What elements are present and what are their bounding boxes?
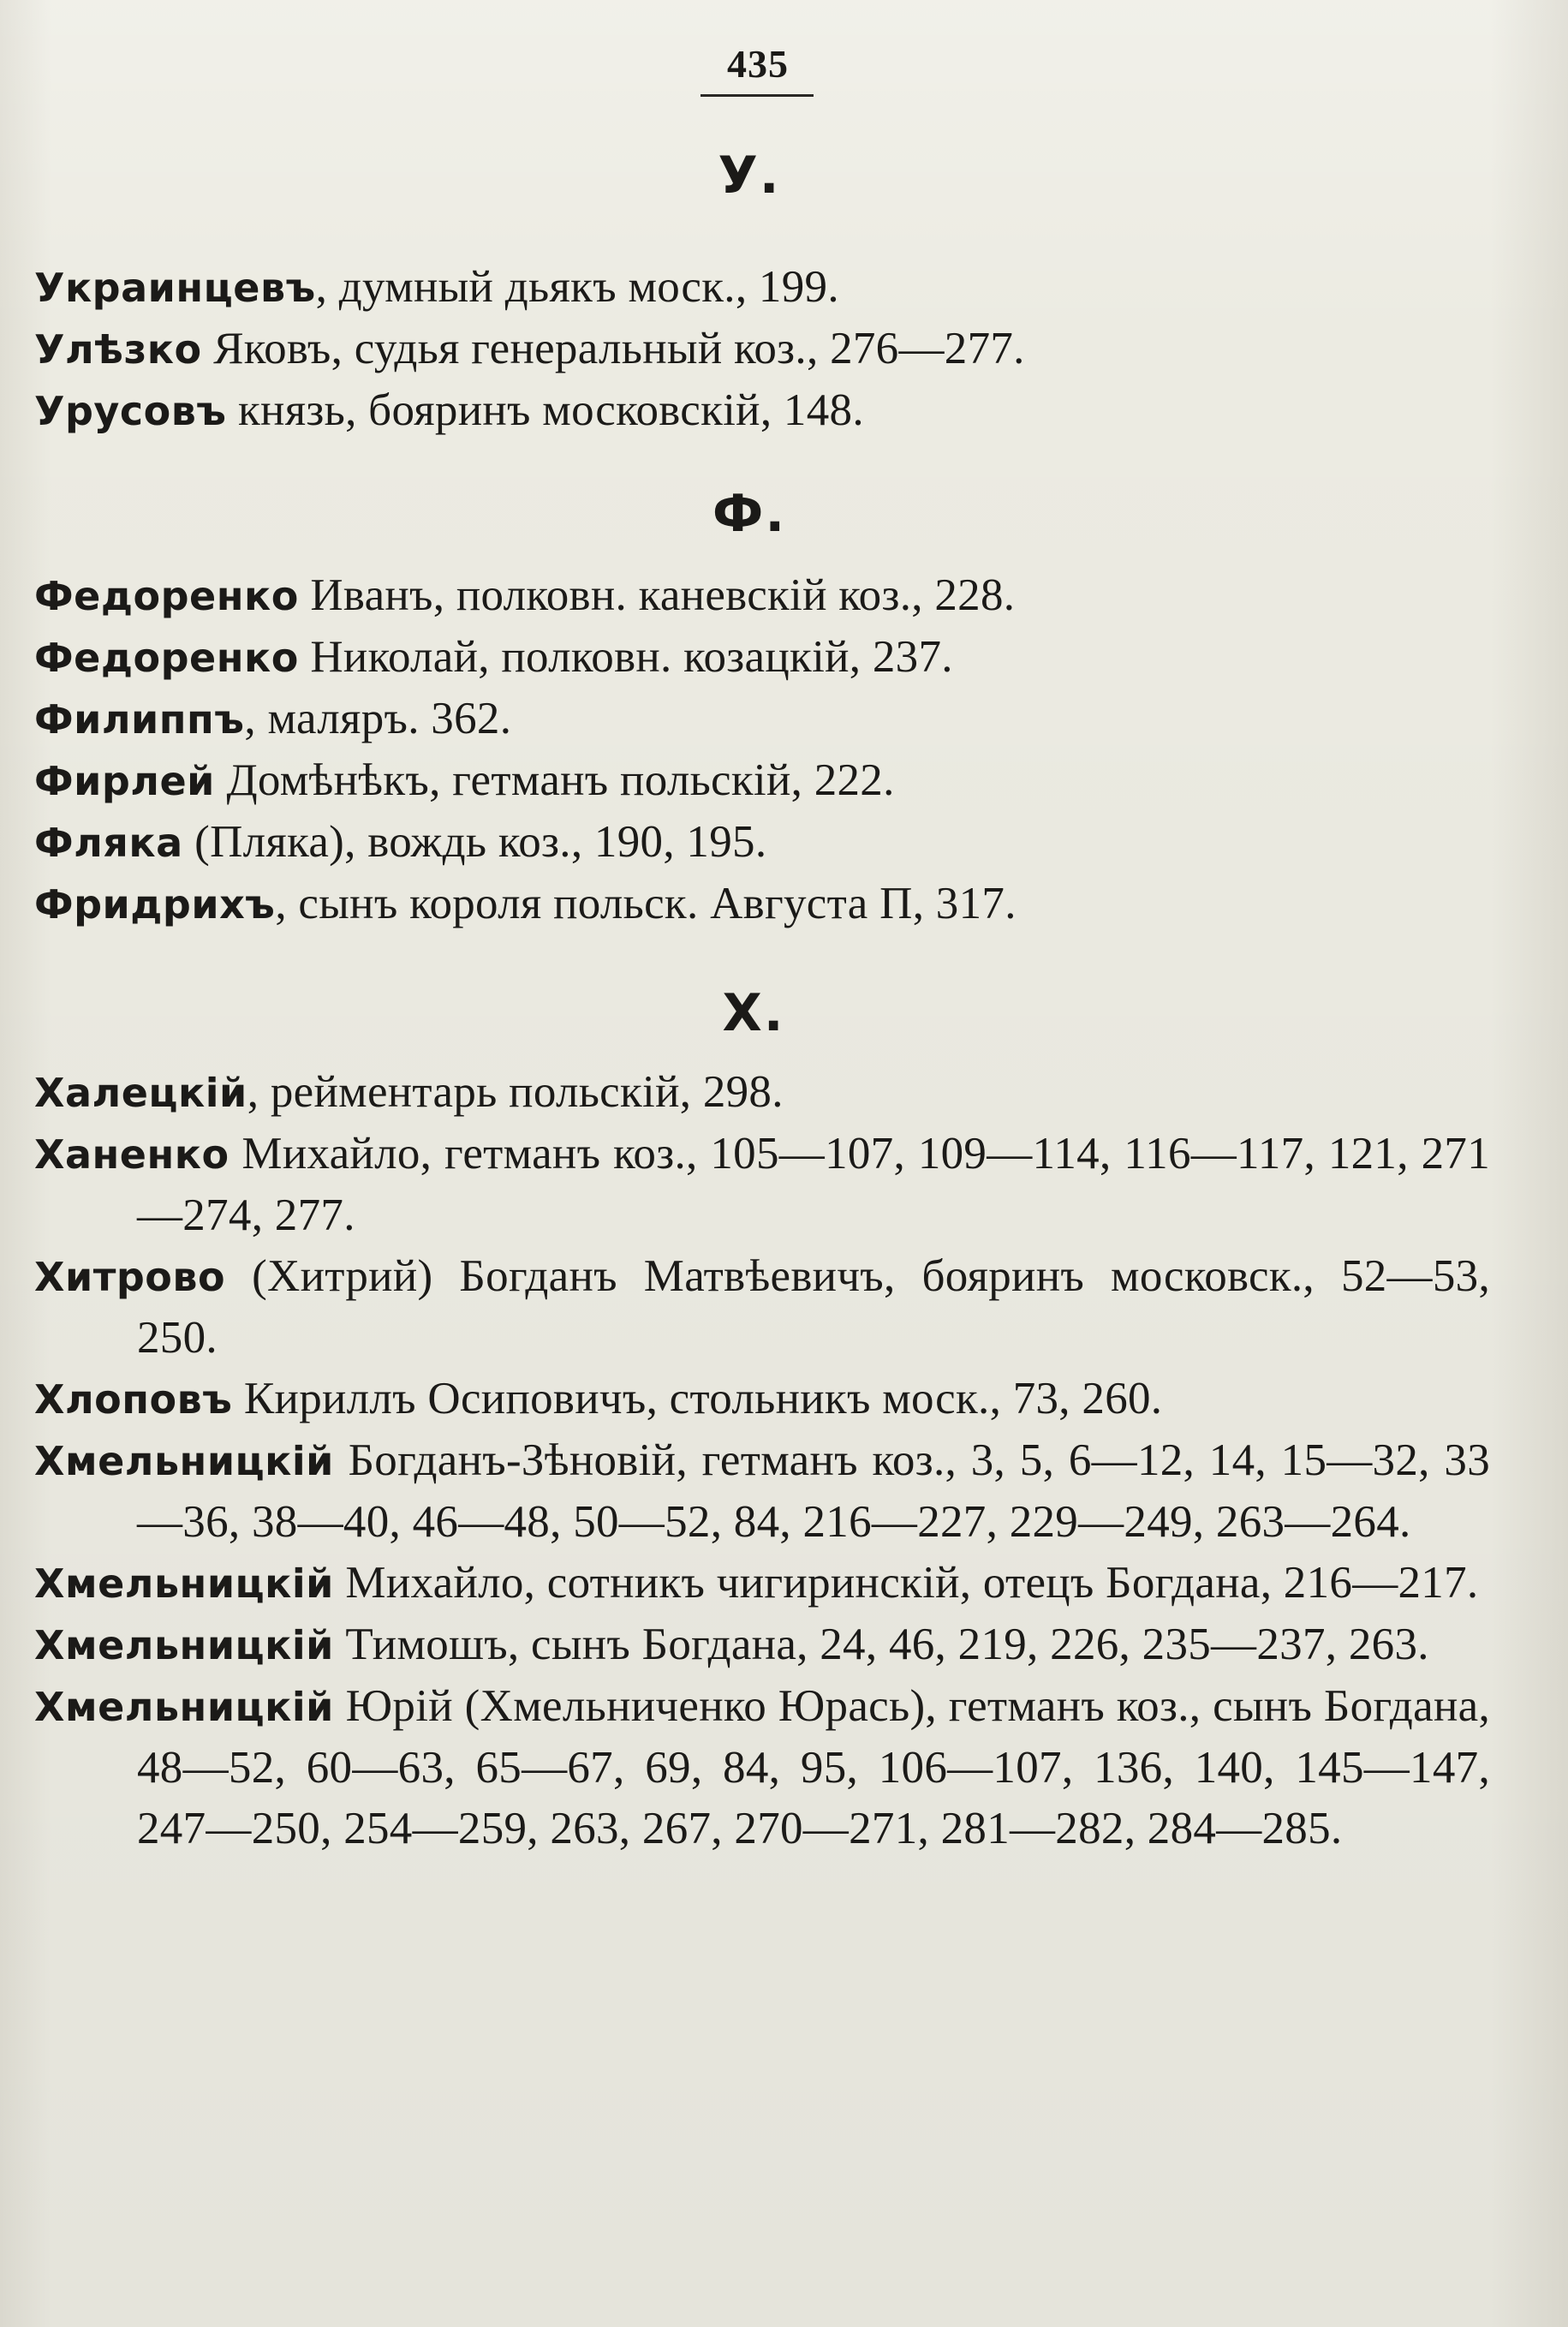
index-entry — [0, 1676, 1490, 1859]
entry-name: Ханенко — [34, 1131, 230, 1178]
entry-name: Фирлей — [34, 758, 215, 804]
entry-text: Николай, полковн. козацкій, 237. — [298, 632, 953, 682]
entry-name: Фридрихъ — [34, 881, 276, 928]
entry-text: , сынъ короля польск. Августа П, 317. — [275, 879, 1017, 928]
index-entry — [0, 627, 1490, 689]
index-entry — [0, 750, 1490, 812]
index-entry — [0, 1369, 1490, 1430]
entry-text: , думный дьякъ моск., 199. — [315, 262, 839, 312]
entry-text: Юрій (Хмельниченко Юрась), гетманъ коз., сынъ Богдана, 48—52, 60—63, 65—67, 69, 84, 95, 106—107, 136, 140, 145—147, 247—250, 254—259, 263, 267, 270—271, 281—282, 284—285. — [137, 1681, 1490, 1853]
entry-text: , рейментарь польскій, 298. — [247, 1067, 784, 1117]
entry-text: Михайло, сотникъ чигиринскій, отецъ Богдана, 216—217. — [333, 1558, 1479, 1608]
entry-name: Хмельницкій — [34, 1560, 334, 1607]
entry-name: Фляка — [34, 820, 183, 866]
section-heading-u: У. — [718, 146, 781, 206]
index-entry — [0, 1062, 1490, 1124]
entry-name: Федоренко — [34, 635, 299, 681]
entry-name: Хлоповъ — [34, 1376, 233, 1423]
entry-text: Кириллъ Осиповичъ, стольникъ моск., 73, 260. — [232, 1374, 1163, 1423]
index-entry — [0, 319, 1490, 380]
entry-text: князь, бояринъ московскій, 148. — [226, 385, 864, 435]
entry-text: Богданъ-Зѣновій, гетманъ коз., 3, 5, 6—12, 14, 15—32, 33—36, 38—40, 46—48, 50—52, 84, 216—227, 229—249, 263—264. — [137, 1435, 1490, 1547]
entry-name: Хмельницкій — [34, 1622, 334, 1668]
page-number: 435 — [727, 42, 789, 86]
section-heading-f: Ф. — [712, 484, 787, 544]
index-entry — [0, 565, 1490, 627]
index-entry — [0, 874, 1490, 935]
entry-text: Яковъ, судья генеральный коз., 276—277. — [201, 324, 1025, 373]
index-section-u — [0, 257, 1568, 442]
entry-text: Михайло, гетманъ коз., 105—107, 109—114, 116—117, 121, 271—274, 277. — [137, 1129, 1490, 1240]
index-entry — [0, 257, 1490, 319]
page-number-rule — [701, 94, 814, 97]
index-entry — [0, 812, 1490, 874]
index-entry — [0, 1430, 1490, 1553]
entry-name: Хмельницкій — [34, 1438, 334, 1484]
section-heading-kh: Х. — [722, 983, 785, 1043]
entry-text: , маляръ. 362. — [244, 694, 512, 743]
entry-name: Урусовъ — [34, 388, 227, 434]
index-section-kh — [0, 1062, 1568, 1859]
entry-text: Домѣнѣкъ, гетманъ польскій, 222. — [214, 755, 895, 805]
entry-name: Филиппъ — [34, 696, 245, 743]
index-entry — [0, 1614, 1490, 1676]
entry-text: Иванъ, полковн. каневскій коз., 228. — [298, 570, 1016, 620]
index-entry — [0, 689, 1490, 750]
index-entry — [0, 380, 1490, 442]
index-entry — [0, 1124, 1490, 1246]
entry-name: Хмельницкій — [34, 1684, 334, 1730]
entry-text: (Хитрий) Богданъ Матвѣевичъ, бояринъ московск., 52—53, 250. — [137, 1251, 1490, 1363]
entry-name: Улѣзко — [34, 326, 202, 373]
index-entry — [0, 1553, 1490, 1614]
entry-name: Хитрово — [34, 1254, 226, 1300]
entry-name: Украинцевъ — [34, 265, 316, 311]
entry-name: Халецкій — [34, 1070, 247, 1116]
index-entry — [0, 1246, 1490, 1369]
entry-text: (Пляка), вождь коз., 190, 195. — [182, 817, 767, 867]
entry-name: Федоренко — [34, 573, 299, 619]
entry-text: Тимошъ, сынъ Богдана, 24, 46, 219, 226, 235—237, 263. — [333, 1620, 1429, 1669]
index-section-f — [0, 565, 1568, 935]
